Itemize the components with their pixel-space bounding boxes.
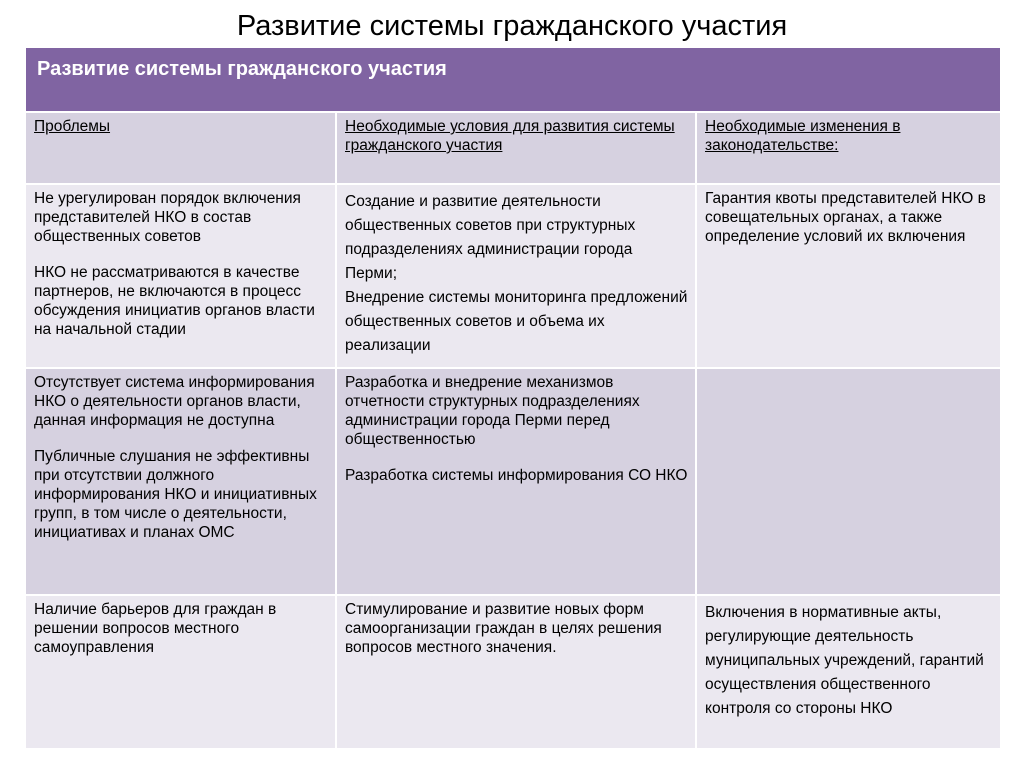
table-cell-conditions: Создание и развитие деятельности общественных советов при структурных подразделениях администрации города Перми; Внедрение системы мониторинга предложений общественных советов и объема их реализации [337, 185, 695, 367]
table-cell-changes: Гарантия квоты представителей НКО в совещательных органах, а также определение условий их включения [697, 185, 1000, 367]
table-cell-conditions: Стимулирование и развитие новых форм самоорганизации граждан в целях решения вопросов местного значения. [337, 596, 695, 748]
table-header: Развитие системы гражданского участия [26, 48, 1000, 111]
table-cell-changes-empty [697, 369, 1000, 594]
table-cell-problems: Наличие барьеров для граждан в решении вопросов местного самоуправления [26, 596, 335, 748]
column-header-problems: Проблемы [26, 113, 335, 183]
table-cell-changes: Включения в нормативные акты, регулирующие деятельность муниципальных учреждений, гарантий осуществления общественного контроля со стороны НКО [697, 596, 1000, 748]
table-cell-problems: Отсутствует система информирования НКО о деятельности органов власти, данная информация не доступна Публичные слушания не эффективны при отсутствии должного информирования НКО и инициативных групп, в том числе о деятельности, инициативах и планах ОМС [26, 369, 335, 594]
slide-title: Развитие системы гражданского участия [236, 10, 788, 42]
civic-participation-table [26, 48, 1000, 748]
table-cell-conditions: Разработка и внедрение механизмов отчетности структурных подразделениях администрации города Перми перед общественностью Разработка системы информирования СО НКО [337, 369, 695, 594]
column-header-conditions: Необходимые условия для развития системы гражданского участия [337, 113, 695, 183]
table-cell-problems: Не урегулирован порядок включения представителей НКО в состав общественных советов НКО не рассматриваются в качестве партнеров, не включаются в процесс обсуждения инициатив органов власти на начальной стадии [26, 185, 335, 367]
column-header-changes: Необходимые изменения в законодательстве: [697, 113, 1000, 183]
